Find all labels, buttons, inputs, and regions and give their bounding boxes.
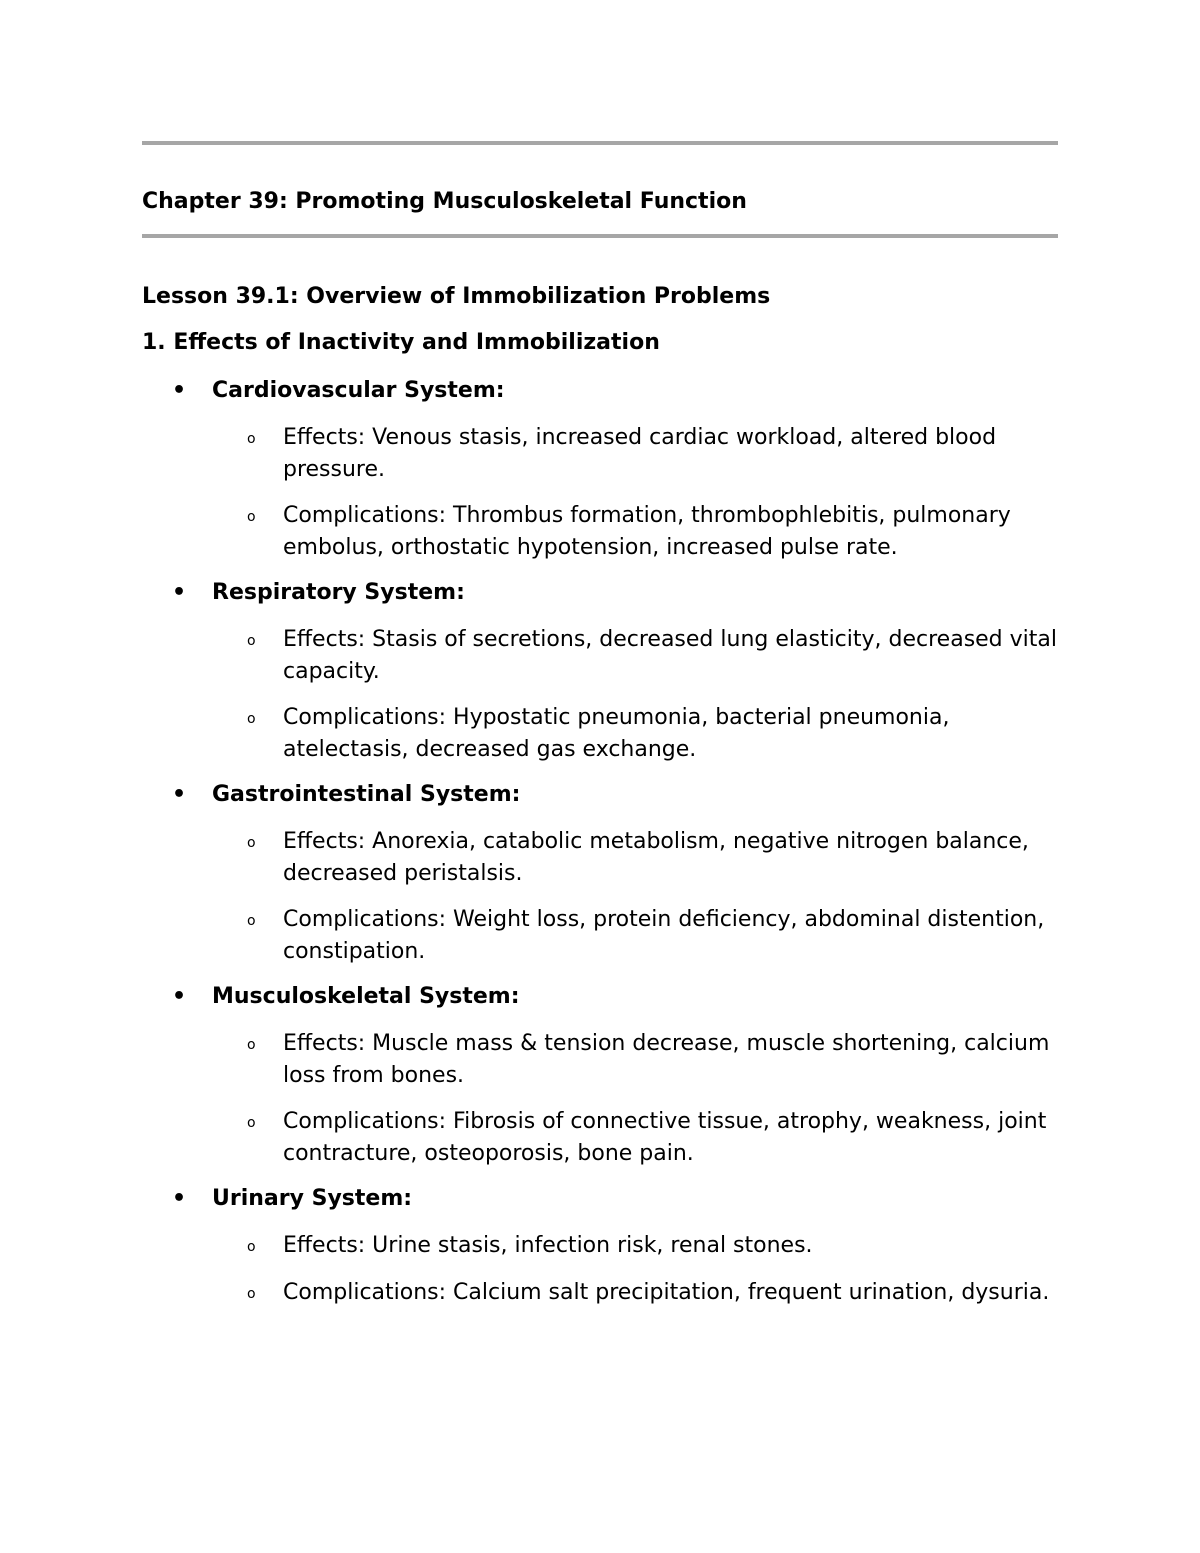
effects-item [142,1028,1058,1091]
system-heading [142,779,1058,811]
system-respiratory [142,577,1058,765]
effects-text: Effects: Venous stasis, increased cardiac workload, altered blood pressure. [283,425,997,482]
effects-text: Effects: Stasis of secretions, decreased lung elasticity, decreased vital capacity. [283,627,1057,684]
effects-item [142,826,1058,889]
system-gastrointestinal [142,779,1058,967]
system-cardiovascular [142,375,1058,563]
complications-text: Complications: Fibrosis of connective tissue, atrophy, weakness, joint contracture, osteoporosis, bone pain. [283,1109,1047,1166]
system-name: Musculoskeletal System: [212,984,520,1009]
bullet-icon: • [172,1186,187,1211]
system-name: Gastrointestinal System: [212,782,521,807]
sub-bullet-icon: o [247,913,256,929]
effects-text: Effects: Anorexia, catabolic metabolism, negative nitrogen balance, decreased peristalsis. [283,829,1029,886]
sub-bullet-icon: o [247,1285,256,1302]
sub-bullet-icon: o [247,1239,256,1255]
sub-bullet-icon: o [247,711,256,727]
bullet-icon: • [172,984,187,1009]
system-detail-list [142,1230,1058,1308]
sub-bullet-icon: o [247,1115,256,1131]
bullet-icon: • [172,580,187,605]
system-detail-list [142,624,1058,765]
effects-item [142,624,1058,687]
system-musculoskeletal [142,981,1058,1169]
complications-item [142,1277,1058,1309]
bottom-horizontal-rule [142,234,1058,238]
sub-bullet-icon: o [247,1037,256,1053]
chapter-title: Chapter 39: Promoting Musculoskeletal Function [142,189,747,214]
complications-item [142,500,1058,563]
lesson-title: Lesson 39.1: Overview of Immobilization Problems [142,284,771,309]
top-horizontal-rule [142,141,1058,145]
complications-item [142,1106,1058,1169]
system-urinary [142,1183,1058,1308]
sub-bullet-icon: o [247,633,256,649]
system-heading [142,375,1058,407]
body-systems-list [142,375,1058,1322]
sub-bullet-icon: o [247,431,256,447]
effects-item [142,422,1058,485]
effects-text: Effects: Urine stasis, infection risk, renal stones. [283,1233,813,1258]
effects-text: Effects: Muscle mass & tension decrease, muscle shortening, calcium loss from bones. [283,1031,1050,1088]
complications-item [142,702,1058,765]
system-name: Respiratory System: [212,580,465,605]
effects-item [142,1230,1058,1262]
system-heading [142,577,1058,609]
system-detail-list [142,1028,1058,1169]
complications-text: Complications: Hypostatic pneumonia, bacterial pneumonia, atelectasis, decreased gas exchange. [283,705,950,762]
system-heading [142,1183,1058,1215]
sub-bullet-icon: o [247,835,256,851]
system-name: Urinary System: [212,1186,413,1211]
complications-item [142,904,1058,967]
system-detail-list [142,826,1058,967]
section-heading: 1. Effects of Inactivity and Immobilization [142,330,660,355]
system-heading [142,981,1058,1013]
complications-text: Complications: Calcium salt precipitation, frequent urination, dysuria. [283,1279,1050,1305]
sub-bullet-icon: o [247,509,256,525]
complications-text: Complications: Weight loss, protein deficiency, abdominal distention, constipation. [283,907,1045,964]
system-name: Cardiovascular System: [212,378,505,403]
complications-text: Complications: Thrombus formation, thrombophlebitis, pulmonary embolus, orthostatic hypotension, increased pulse rate. [283,503,1011,560]
system-detail-list [142,422,1058,563]
bullet-icon: • [172,378,187,403]
bullet-icon: • [172,782,187,807]
